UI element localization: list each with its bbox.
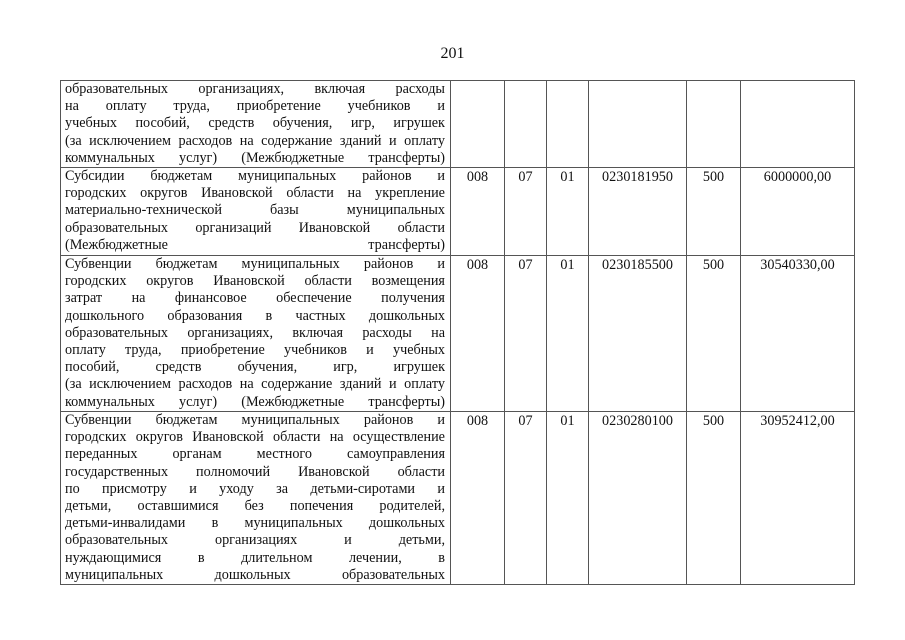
description-line: Субсидии бюджетам муниципальных районов и (65, 168, 445, 185)
description-line: нуждающимися в длительном лечении, в (65, 549, 445, 566)
description-line: дошкольного образования в частных дошкольных (65, 307, 445, 324)
table-row (61, 256, 855, 412)
amount-cell (741, 81, 855, 168)
description-cell (61, 81, 451, 168)
description-line: (Межбюджетные трансферты) (65, 236, 445, 253)
section-cell: 07 (505, 168, 547, 256)
ministry-cell: 008 (451, 412, 505, 585)
target-article-cell: 0230181950 (589, 168, 687, 256)
description-line: по присмотру и уходу за детьми-сиротами и (65, 480, 445, 497)
description-line: затрат на финансовое обеспечение получения (65, 290, 445, 307)
description-line: Субвенции бюджетам муниципальных районов и (65, 256, 445, 273)
subsection-cell: 01 (547, 256, 589, 412)
description-line: детьми, оставшимися без попечения родителей, (65, 498, 445, 515)
section-cell: 07 (505, 412, 547, 585)
expense-type-cell: 500 (687, 168, 741, 256)
description-line: детьми-инвалидами в муниципальных дошкольных (65, 515, 445, 532)
target-article-cell (589, 81, 687, 168)
description-line: (за исключением расходов на содержание зданий и оплату (65, 376, 445, 393)
table-row (61, 168, 855, 256)
description-line: образовательных организациях, включая расходы (65, 81, 445, 97)
description-line: городских округов Ивановской области на осуществление (65, 429, 445, 446)
description-line: (за исключением расходов на содержание зданий и оплату (65, 132, 445, 149)
description-line: Субвенции бюджетам муниципальных районов и (65, 412, 445, 429)
expense-type-cell: 500 (687, 256, 741, 412)
table-row (61, 412, 855, 585)
subsection-cell: 01 (547, 412, 589, 585)
description-line: коммунальных услуг) (Межбюджетные трансферты) (65, 393, 445, 410)
description-line: учебных пособий, средств обучения, игр, игрушек (65, 115, 445, 132)
description-line: образовательных организаций Ивановской области (65, 219, 445, 236)
description-line: оплату труда, приобретение учебников и учебных (65, 342, 445, 359)
section-cell (505, 81, 547, 168)
amount-cell: 30540330,00 (741, 256, 855, 412)
description-line: муниципальных дошкольных образовательных (65, 566, 445, 583)
amount-cell: 6000000,00 (741, 168, 855, 256)
amount-cell: 30952412,00 (741, 412, 855, 585)
description-line: образовательных организациях и детьми, (65, 532, 445, 549)
table-row (61, 81, 855, 168)
subsection-cell (547, 81, 589, 168)
ministry-cell: 008 (451, 256, 505, 412)
subsection-cell: 01 (547, 168, 589, 256)
description-line: городских округов Ивановской области возмещения (65, 273, 445, 290)
description-cell (61, 412, 451, 585)
description-line: государственных полномочий Ивановской области (65, 463, 445, 480)
description-line: пособий, средств обучения, игр, игрушек (65, 359, 445, 376)
description-cell (61, 256, 451, 412)
description-line: городских округов Ивановской области на укрепление (65, 185, 445, 202)
description-line: переданных органам местного самоуправления (65, 446, 445, 463)
ministry-cell: 008 (451, 168, 505, 256)
description-line: на оплату труда, приобретение учебников и (65, 98, 445, 115)
budget-table (60, 80, 855, 585)
page-number: 201 (440, 45, 465, 62)
target-article-cell: 0230185500 (589, 256, 687, 412)
target-article-cell: 0230280100 (589, 412, 687, 585)
description-line: образовательных организациях, включая расходы на (65, 324, 445, 341)
ministry-cell (451, 81, 505, 168)
expense-type-cell: 500 (687, 412, 741, 585)
description-line: материально-технической базы муниципальных (65, 202, 445, 219)
section-cell: 07 (505, 256, 547, 412)
expense-type-cell (687, 81, 741, 168)
description-cell (61, 168, 451, 256)
description-line: коммунальных услуг) (Межбюджетные трансферты) (65, 149, 445, 166)
